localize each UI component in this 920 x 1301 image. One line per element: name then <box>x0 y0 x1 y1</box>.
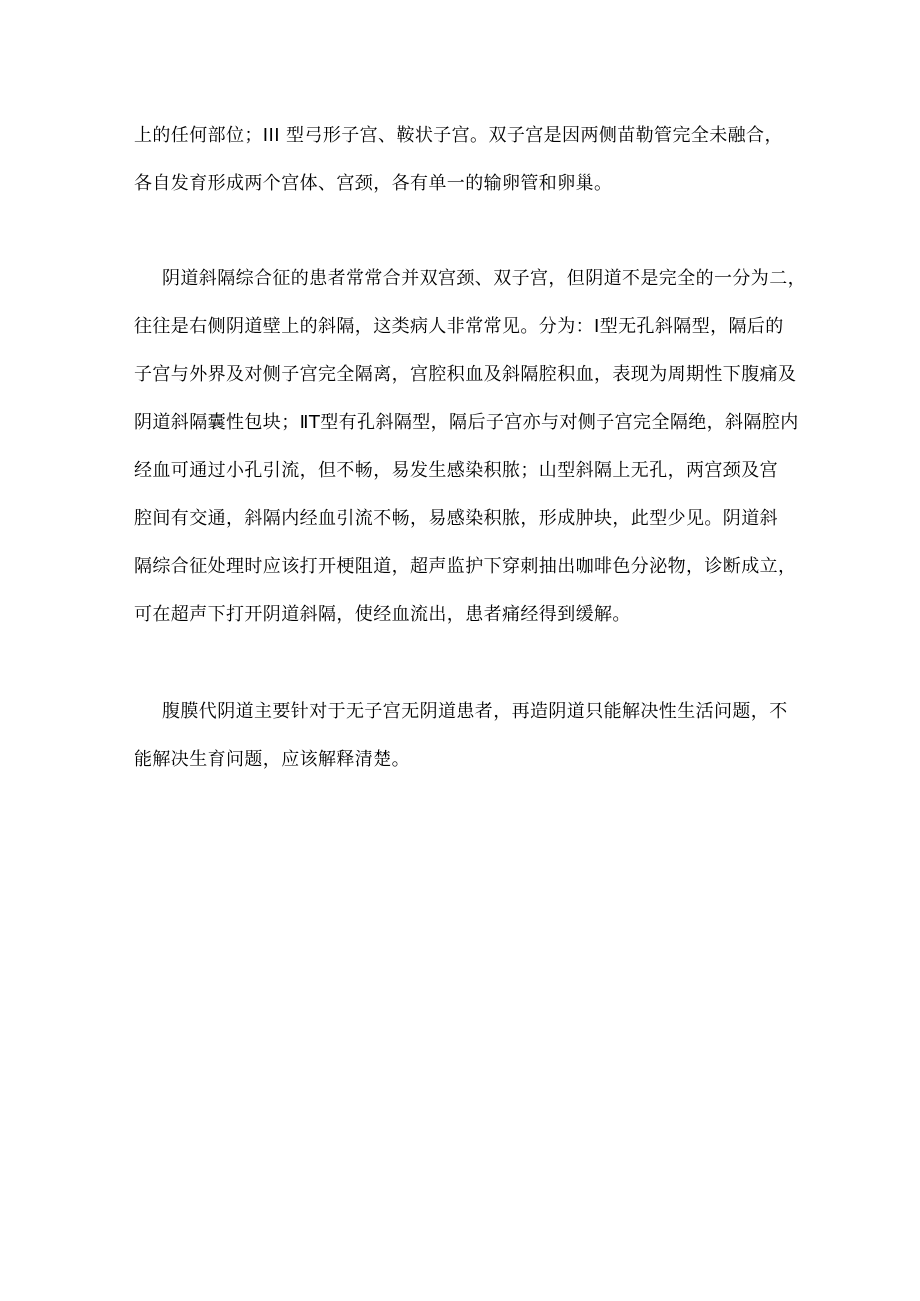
text-line: 可在超声下打开阴道斜隔，使经血流出，患者痛经得到缓解。 <box>134 604 631 625</box>
text-line: 能解决生育问题，应该解释清楚。 <box>134 749 410 770</box>
text-line: 阴道斜隔囊性包块；ⅡT型有孔斜隔型，隔后子宫亦与对侧子宫完全隔绝，斜隔腔内 <box>134 412 799 433</box>
paragraph-uterine-anomalies <box>134 112 806 208</box>
text-line: 子宫与外界及对侧子宫完全隔离，宫腔积血及斜隔腔积血，表现为周期性下腹痛及 <box>134 364 797 385</box>
text-line: 各自发育形成两个宫体、宫颈，各有单一的输卵管和卵巢。 <box>134 173 613 194</box>
text-line: 经血可通过小孔引流，但不畅，易发生感染积脓；山型斜隔上无孔，两宫颈及宫 <box>134 460 778 481</box>
paragraph-oblique-septum-syndrome <box>134 255 806 639</box>
text-line: 隔综合征处理时应该打开梗阻道，超声监护下穿刺抽出咖啡色分泌物，诊断成立， <box>134 556 797 577</box>
paragraph-peritoneal-vaginoplasty <box>134 688 806 784</box>
text-line: 阴道斜隔综合征的患者常常合并双宫颈、双子宫，但阴道不是完全的一分为二， <box>162 268 806 289</box>
text-line: 上的任何部位；III 型弓形子宫、鞍状子宫。双子宫是因两侧苗勒管完全未融合， <box>134 125 783 146</box>
text-line: 腔间有交通，斜隔内经血引流不畅，易感染积脓，形成肿块，此型少见。阴道斜 <box>134 508 778 529</box>
text-line: 往往是右侧阴道壁上的斜隔，这类病人非常常见。分为：Ⅰ型无孔斜隔型，隔后的 <box>134 316 784 337</box>
text-line: 腹膜代阴道主要针对于无子宫无阴道患者，再造阴道只能解决性生活问题，不 <box>162 701 788 722</box>
